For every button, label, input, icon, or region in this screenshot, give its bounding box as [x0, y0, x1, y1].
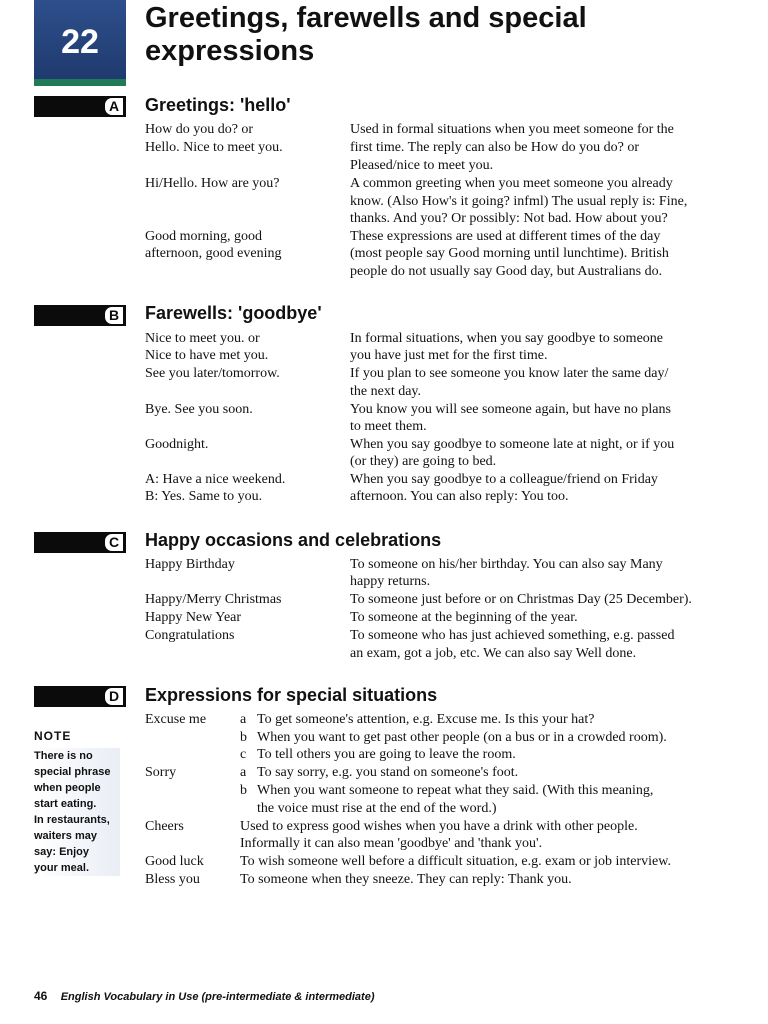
- unit-strip: [34, 79, 126, 86]
- explanation: If you plan to see someone you know later the same day/: [350, 366, 669, 381]
- explanation: Used to express good wishes when you have a drink with other people.: [240, 819, 638, 834]
- explanation: To wish someone well before a difficult situation, e.g. exam or job interview.: [240, 854, 671, 869]
- explanation: When you want someone to repeat what they said. (With this meaning,: [257, 783, 654, 798]
- explanation: To someone just before or on Christmas Day (25 December).: [350, 592, 692, 607]
- phrase: Nice to meet you. or: [145, 331, 260, 346]
- explanation: the voice must rise at the end of the word.): [257, 801, 497, 816]
- explanation: When you say goodbye to someone late at night, or if you: [350, 437, 675, 452]
- section-d-marker: [34, 686, 126, 707]
- phrase: Happy New Year: [145, 610, 242, 625]
- explanation: first time. The reply can also be How do you do? or: [350, 140, 640, 155]
- section-letter: B: [104, 306, 124, 325]
- explanation: afternoon. You can also reply: You too.: [350, 489, 569, 504]
- sense-letter: b: [240, 730, 247, 745]
- note-line: waiters may: [34, 830, 97, 842]
- section-c-title: Happy occasions and celebrations: [145, 530, 442, 550]
- note-line: say: Enjoy: [34, 846, 90, 858]
- phrase: Happy Birthday: [145, 557, 235, 572]
- sense-letter: a: [240, 712, 247, 727]
- section-a-marker: [34, 96, 126, 117]
- explanation: an exam, got a job, etc. We can also say Well done.: [350, 646, 637, 661]
- phrase: Good luck: [145, 854, 204, 869]
- phrase: Nice to have met you.: [145, 348, 269, 363]
- phrase: B: Yes. Same to you.: [145, 489, 263, 504]
- note-line: your meal.: [34, 862, 90, 874]
- explanation: to meet them.: [350, 419, 427, 434]
- explanation: happy returns.: [350, 574, 431, 589]
- phrase: Congratulations: [145, 628, 235, 643]
- explanation: To someone when they sneeze. They can reply: Thank you.: [240, 872, 572, 887]
- section-d-title: Expressions for special situations: [145, 685, 438, 705]
- phrase: Good morning, good: [145, 229, 263, 244]
- explanation: Informally it can also mean 'goodbye' and 'thank you'.: [240, 836, 543, 851]
- phrase: Bless you: [145, 872, 200, 887]
- note-line: start eating.: [34, 798, 97, 810]
- explanation: To say sorry, e.g. you stand on someone's foot.: [257, 765, 519, 780]
- page-title: Greetings, farewells and special expressions: [145, 2, 587, 67]
- sense-letter: a: [240, 765, 247, 780]
- section-b-title: Farewells: 'goodbye': [145, 303, 322, 323]
- phrase: Cheers: [145, 819, 184, 834]
- phrase: Excuse me: [145, 712, 207, 727]
- phrase: Hello. Nice to meet you.: [145, 140, 283, 155]
- explanation: thanks. And you? Or possibly: Not bad. How about you?: [350, 211, 668, 226]
- explanation: know. (Also How's it going? infml) The usual reply is: Fine,: [350, 194, 688, 209]
- phrase: Hi/Hello. How are you?: [145, 176, 280, 191]
- note-line: In restaurants,: [34, 814, 110, 826]
- sense-letter: c: [240, 747, 247, 762]
- explanation: Pleased/nice to meet you.: [350, 158, 494, 173]
- explanation: To get someone's attention, e.g. Excuse me. Is this your hat?: [257, 712, 595, 727]
- note-body: [34, 748, 120, 876]
- phrase: See you later/tomorrow.: [145, 366, 280, 381]
- phrase: afternoon, good evening: [145, 246, 282, 261]
- explanation: To someone on his/her birthday. You can also say Many: [350, 557, 663, 572]
- book-title: English Vocabulary in Use (pre-intermediate & intermediate): [60, 991, 375, 1003]
- phrase: Bye. See you soon.: [145, 402, 253, 417]
- note-line: special phrase: [34, 766, 111, 778]
- section-letter: D: [104, 687, 124, 706]
- explanation: you have just met for the first time.: [350, 348, 548, 363]
- page-footer: [34, 989, 374, 1003]
- explanation: A common greeting when you meet someone you already: [350, 176, 673, 191]
- explanation: the next day.: [350, 384, 422, 399]
- unit-number-badge: [34, 0, 126, 79]
- section-a-title: Greetings: 'hello': [145, 95, 291, 115]
- explanation: You know you will see someone again, but have no plans: [350, 402, 671, 417]
- note-box: [34, 728, 120, 876]
- explanation: (most people say Good morning until lunchtime). British: [350, 246, 669, 261]
- explanation: people do not usually say Good day, but Australians do.: [350, 264, 663, 279]
- page-number: 46: [34, 989, 48, 1003]
- explanation: When you want to get past other people (on a bus or in a crowded room).: [257, 730, 667, 745]
- explanation: In formal situations, when you say goodbye to someone: [350, 331, 664, 346]
- explanation: (or they) are going to bed.: [350, 454, 497, 469]
- explanation: To someone who has just achieved something, e.g. passed: [350, 628, 675, 643]
- explanation: Used in formal situations when you meet someone for the: [350, 122, 674, 137]
- section-c-marker: [34, 532, 126, 553]
- explanation: To tell others you are going to leave the room.: [257, 747, 516, 762]
- note-line: There is no: [34, 750, 93, 762]
- phrase: A: Have a nice weekend.: [145, 472, 286, 487]
- section-b-marker: [34, 305, 126, 326]
- unit-number: 22: [61, 23, 99, 61]
- explanation: To someone at the beginning of the year.: [350, 610, 578, 625]
- section-letter: C: [104, 533, 124, 552]
- phrase: Sorry: [145, 765, 177, 780]
- explanation: When you say goodbye to a colleague/friend on Friday: [350, 472, 658, 487]
- phrase: How do you do? or: [145, 122, 254, 137]
- sense-letter: b: [240, 783, 247, 798]
- note-line: when people: [34, 782, 101, 794]
- explanation: These expressions are used at different times of the day: [350, 229, 661, 244]
- phrase: Goodnight.: [145, 437, 209, 452]
- section-letter: A: [104, 97, 124, 116]
- phrase: Happy/Merry Christmas: [145, 592, 282, 607]
- note-heading: NOTE: [34, 729, 72, 743]
